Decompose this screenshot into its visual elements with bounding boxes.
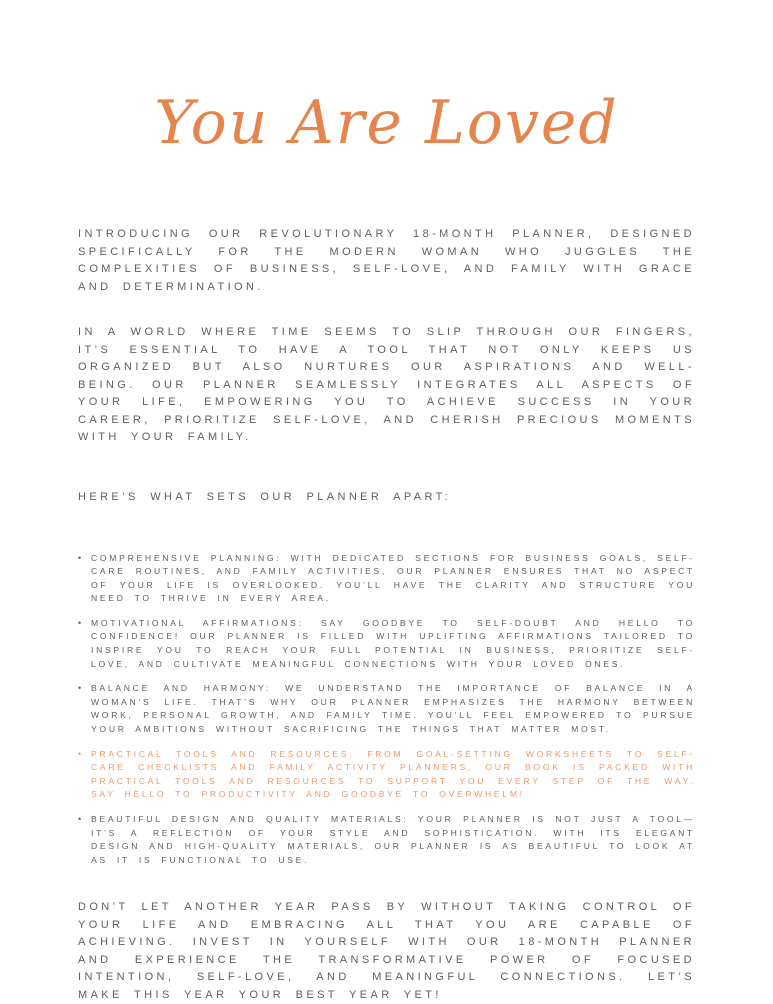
feature-item-balance-and-harmony: • BALANCE AND HARMONY: WE UNDERSTAND THE IMPORTANCE OF BALANCE IN A WOMAN’S LIFE. THAT’S WHY OUR PLANNER EMPHASIZES THE HARMONY BETWEEN WORK, PERSONAL GROWTH, AND FAMILY TIME. YOU’LL FEEL EMPOWERED TO PURSUE YOUR AMBITIONS WITHOUT SACRIFICING THE THINGS THAT MATTER MOST. [78, 682, 695, 736]
feature-item-practical-tools: • PRACTICAL TOOLS AND RESOURCES: FROM GOAL-SETTING WORKSHEETS TO SELF-CARE CHECKLISTS AND FAMILY ACTIVITY PLANNERS, OUR BOOK IS PACKED WITH PRACTICAL TOOLS AND RESOURCES TO SUPPORT YOU EVERY STEP OF THE WAY. SAY HELLO TO PRODUCTIVITY AND GOODBYE TO OVERWHELM! [78, 748, 695, 802]
intro-paragraph-2: IN A WORLD WHERE TIME SEEMS TO SLIP THROUGH OUR FINGERS, IT’S ESSENTIAL TO HAVE A TOOL THAT NOT ONLY KEEPS US ORGANIZED BUT ALSO NURTURES OUR ASPIRATIONS AND WELL-BEING. OUR PLANNER SEAMLESSLY INTEGRATES ALL ASPECTS OF YOUR LIFE, EMPOWERING YOU TO ACHIEVE SUCCESS IN YOUR CAREER, PRIORITIZE SELF-LOVE, AND CHERISH PRECIOUS MOMENTS WITH YOUR FAMILY. [78, 326, 695, 443]
feature-list [78, 552, 695, 868]
feature-item-beautiful-design: • BEAUTIFUL DESIGN AND QUALITY MATERIALS: YOUR PLANNER IS NOT JUST A TOOL—IT’S A REFLECTION OF YOUR STYLE AND SOPHISTICATION. WITH ITS ELEGANT DESIGN AND HIGH-QUALITY MATERIALS, OUR PLANNER IS AS BEAUTIFUL TO LOOK AT AS IT IS FUNCTIONAL TO USE. [78, 813, 695, 867]
feature-item-motivational-affirmations: • MOTIVATIONAL AFFIRMATIONS: SAY GOODBYE TO SELF-DOUBT AND HELLO TO CONFIDENCE! OUR PLANNER IS FILLED WITH UPLIFTING AFFIRMATIONS TAILORED TO INSPIRE YOU TO REACH YOUR FULL POTENTIAL IN BUSINESS, PRIORITIZE SELF-LOVE, AND CULTIVATE MEANINGFUL CONNECTIONS WITH YOUR LOVED ONES. [78, 617, 695, 671]
closing-paragraph: DON’T LET ANOTHER YEAR PASS BY WITHOUT TAKING CONTROL OF YOUR LIFE AND EMBRACING ALL THAT YOU ARE CAPABLE OF ACHIEVING. INVEST IN YOURSELF WITH OUR 18-MONTH PLANNER AND EXPERIENCE THE TRANSFORMATIVE POWER OF FOCUSED INTENTION, SELF-LOVE, AND MEANINGFUL CONNECTIONS. LET’S MAKE THIS YEAR YOUR BEST YEAR YET! [78, 901, 695, 1001]
page-title: You Are Loved [154, 88, 619, 158]
section-heading: HERE’S WHAT SETS OUR PLANNER APART: [78, 490, 452, 503]
feature-item-comprehensive-planning: • COMPREHENSIVE PLANNING: WITH DEDICATED SECTIONS FOR BUSINESS GOALS, SELF-CARE ROUTINES, AND FAMILY ACTIVITIES, OUR PLANNER ENSURES THAT NO ASPECT OF YOUR LIFE IS OVERLOOKED. YOU’LL HAVE THE CLARITY AND STRUCTURE YOU NEED TO THRIVE IN EVERY AREA. [78, 552, 695, 606]
intro-paragraph-1: INTRODUCING OUR REVOLUTIONARY 18-MONTH PLANNER, DESIGNED SPECIFICALLY FOR THE MODERN WOMAN WHO JUGGLES THE COMPLEXITIES OF BUSINESS, SELF-LOVE, AND FAMILY WITH GRACE AND DETERMINATION. [78, 228, 695, 293]
